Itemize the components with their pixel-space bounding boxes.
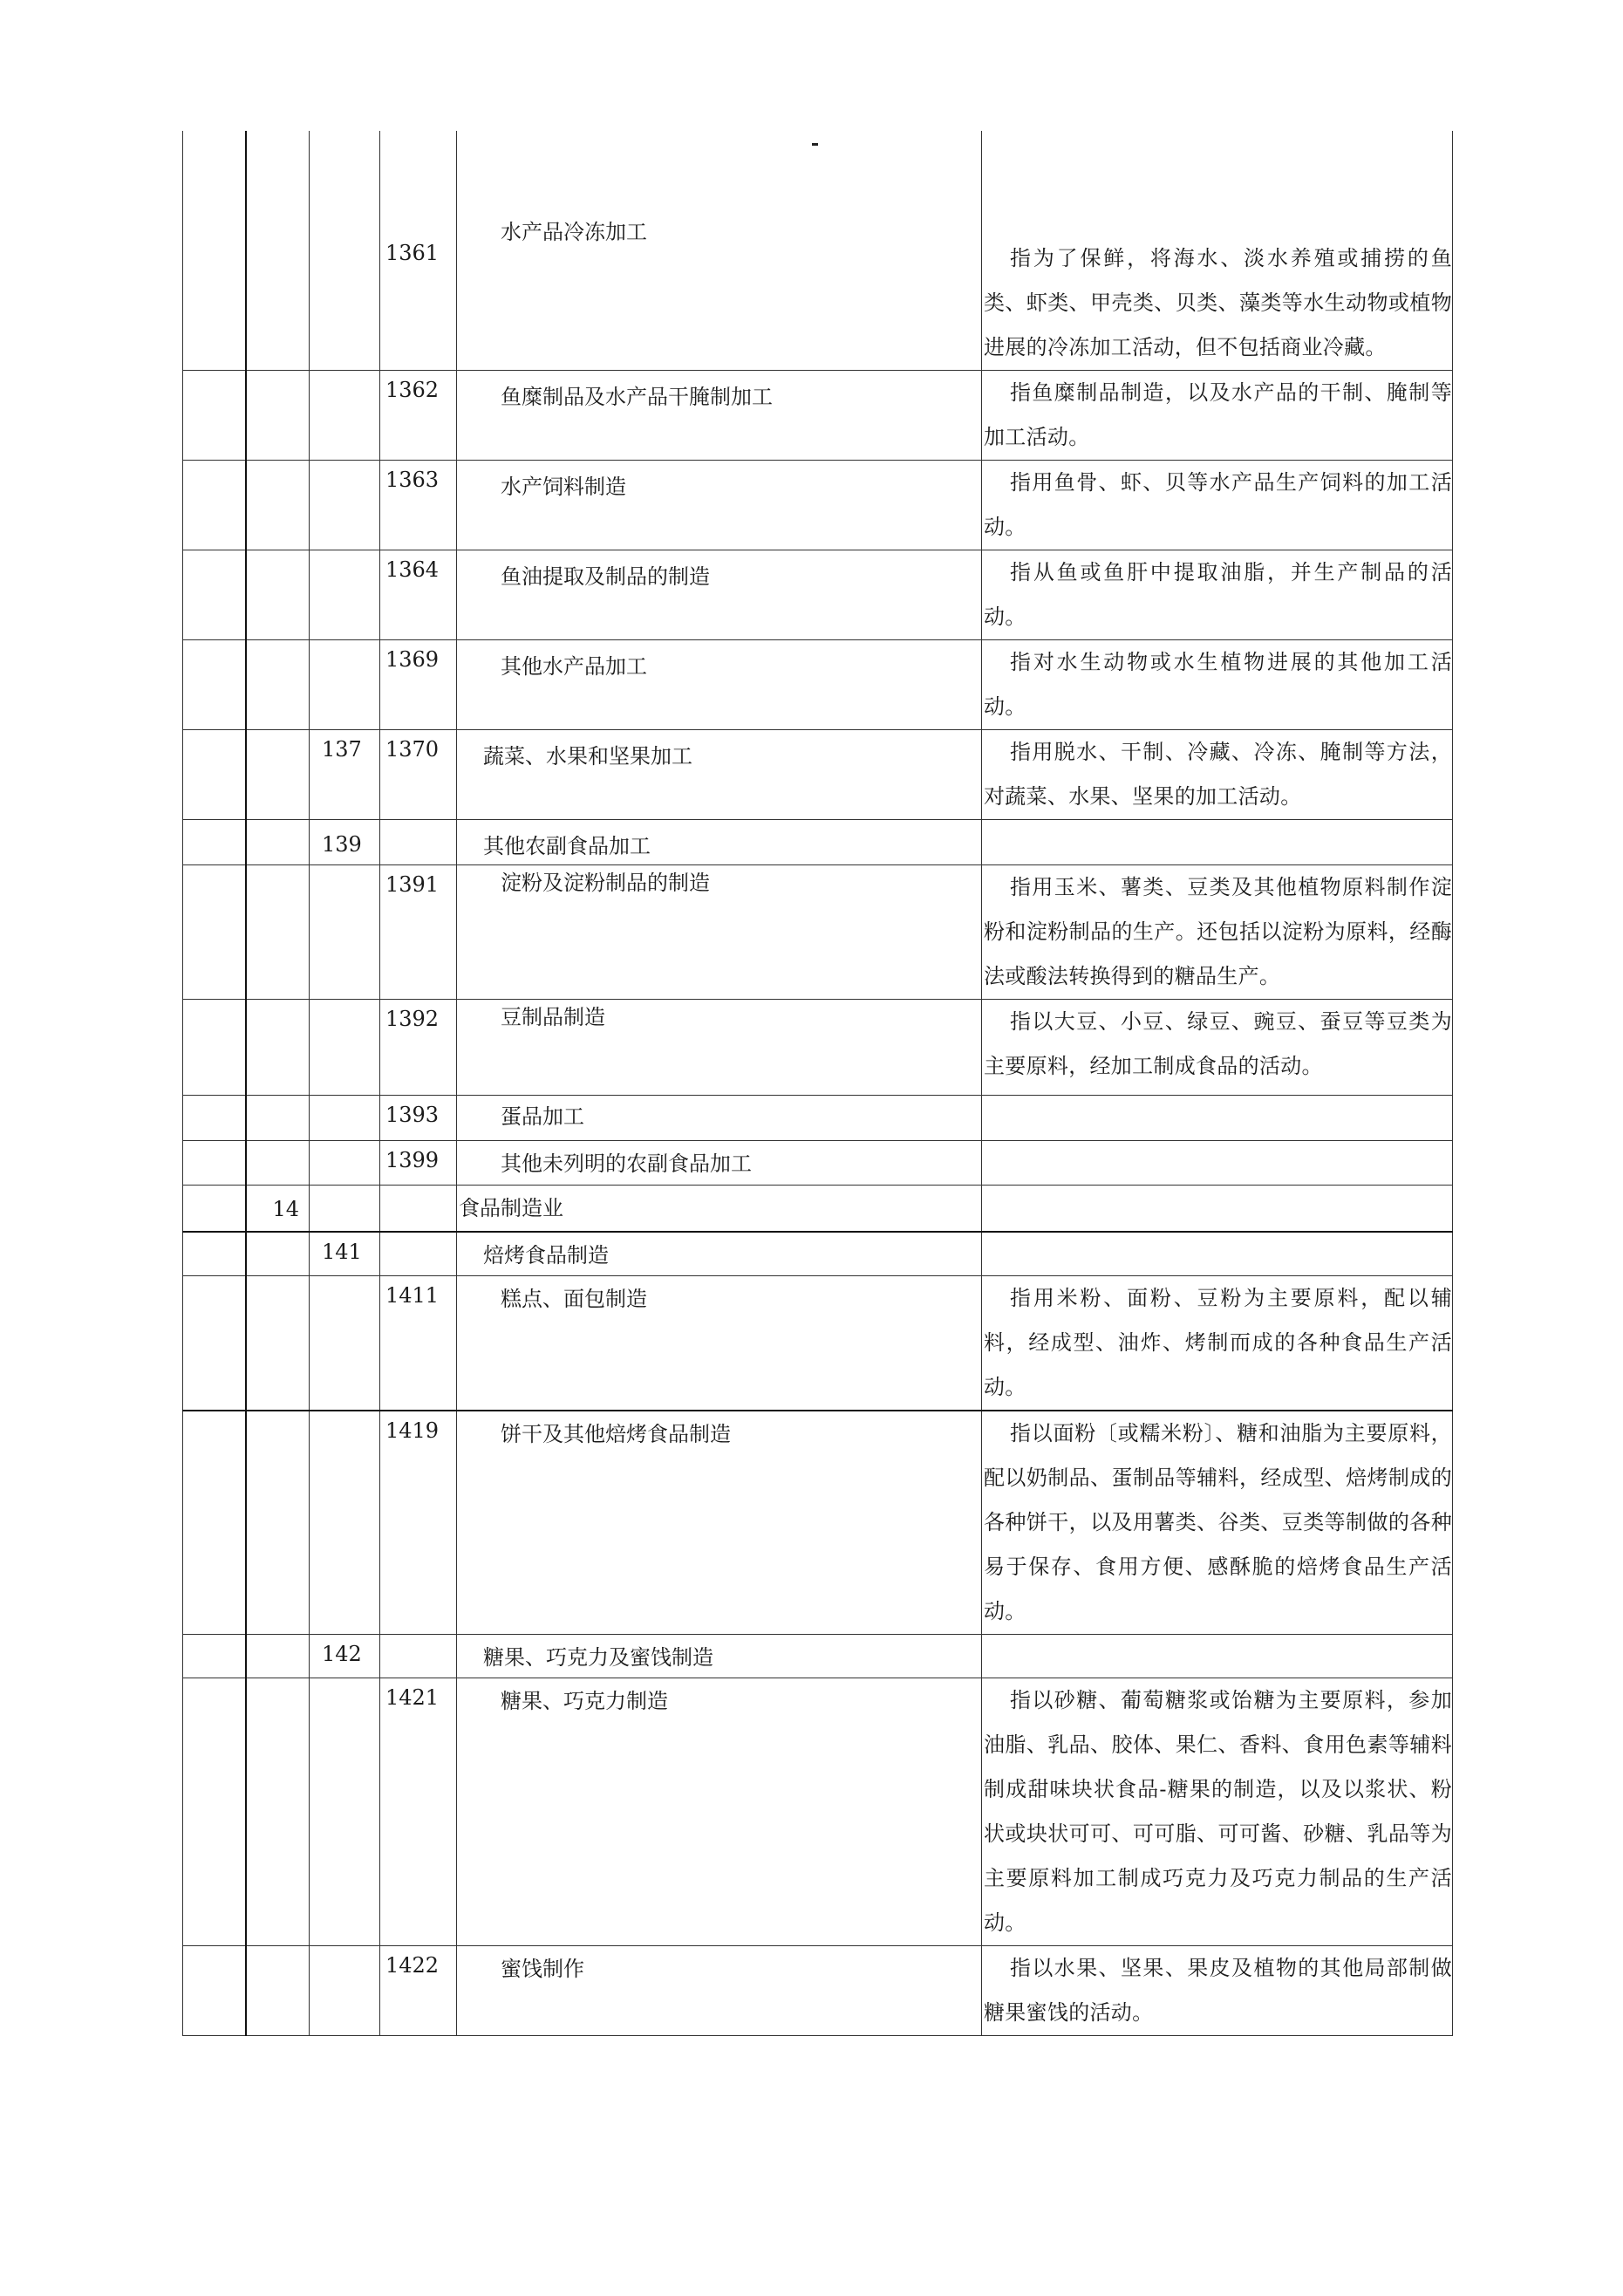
class-code: 1369 (385, 647, 440, 672)
table-row (183, 371, 1453, 461)
division-code: 14 (272, 1197, 300, 1221)
description-cell (982, 461, 1453, 550)
name-cell (457, 550, 982, 640)
name-cell (457, 1186, 982, 1233)
category-name: 鱼油提取及制品的制造 (501, 564, 710, 589)
description-cell (982, 730, 1453, 820)
section-cell (183, 1186, 246, 1233)
section-cell (183, 1678, 246, 1945)
section-cell (183, 371, 246, 461)
name-cell (457, 1232, 982, 1275)
name-cell (457, 820, 982, 865)
table-row (183, 1232, 1453, 1275)
class-code-cell (380, 1411, 457, 1635)
name-cell (457, 865, 982, 1000)
group-cell (310, 1411, 380, 1635)
category-description: 指以水果、坚果、果皮及植物的其他局部制做糖果蜜饯的活动。 (984, 1955, 1452, 2025)
table-row (183, 820, 1453, 865)
category-description: 指对水生动物或水生植物进展的其他加工活动。 (984, 650, 1452, 719)
category-name: 糕点、面包制造 (501, 1286, 647, 1311)
name-cell (457, 131, 982, 371)
group-code (310, 1000, 379, 1001)
section-cell (183, 461, 246, 550)
category-name: 糖果、巧克力及蜜饯制造 (483, 1644, 713, 1670)
table-row (183, 550, 1453, 640)
category-description: 指用鱼骨、虾、贝等水产品生产饲料的加工活动。 (984, 470, 1452, 539)
group-cell (310, 461, 380, 550)
name-cell (457, 1000, 982, 1096)
division-cell (246, 1275, 310, 1411)
group-code (310, 1678, 379, 1680)
category-name: 蜜饯制作 (501, 1956, 584, 1981)
group-cell (310, 1634, 380, 1678)
description-cell (982, 550, 1453, 640)
section-cell (183, 1411, 246, 1635)
group-cell (310, 730, 380, 820)
class-code-cell (380, 865, 457, 1000)
section-cell (183, 1232, 246, 1275)
group-code (310, 1096, 379, 1097)
section-cell (183, 550, 246, 640)
division-cell (246, 1096, 310, 1141)
section-cell (183, 1634, 246, 1678)
division-cell (246, 131, 310, 371)
division-cell (246, 461, 310, 550)
section-cell (183, 1000, 246, 1096)
category-name: 水产品冷冻加工 (501, 220, 647, 244)
section-cell (183, 865, 246, 1000)
division-cell (246, 1945, 310, 2035)
class-code: 1364 (385, 557, 440, 582)
table-row (183, 1634, 1453, 1678)
group-cell (310, 1186, 380, 1233)
group-cell (310, 1000, 380, 1096)
section-cell (183, 640, 246, 730)
section-cell (183, 131, 246, 371)
category-description: 指以砂糖、葡萄糖浆或饴糖为主要原料，参加油脂、乳品、胶体、果仁、香料、食用色素等辅料制成甜味块状食品-糖果的制造，以及以浆状、粉状或块状可可、可可脂、可可酱、砂糖、乳品等为主要原料加工制成巧克力及巧克力制品的生产活动。 (984, 1687, 1452, 1935)
group-cell (310, 1945, 380, 2035)
description-cell (982, 371, 1453, 461)
group-code: 139 (322, 832, 362, 857)
group-code: 141 (322, 1240, 362, 1264)
division-cell (246, 1141, 310, 1186)
category-name: 豆制品制造 (501, 1005, 605, 1029)
class-code-cell (380, 1096, 457, 1141)
name-cell (457, 461, 982, 550)
group-code: 142 (322, 1641, 362, 1666)
description-cell (982, 1945, 1453, 2035)
group-code: 137 (322, 737, 362, 762)
category-name: 鱼糜制品及水产品干腌制加工 (501, 385, 773, 409)
name-cell (457, 1411, 982, 1635)
division-cell (246, 820, 310, 865)
table-row (183, 1186, 1453, 1233)
category-name: 蔬菜、水果和坚果加工 (483, 744, 692, 769)
description-cell (982, 1678, 1453, 1945)
group-code (310, 1186, 379, 1187)
section-cell (183, 730, 246, 820)
table-row (183, 1000, 1453, 1096)
class-code-cell (380, 1678, 457, 1945)
class-code: 1362 (385, 378, 440, 402)
group-code (310, 1946, 379, 1948)
class-code (380, 820, 456, 822)
group-code (310, 461, 379, 462)
group-cell (310, 550, 380, 640)
class-code: 1411 (385, 1282, 440, 1308)
category-name: 水产饲料制造 (501, 475, 626, 499)
class-code: 1391 (385, 872, 440, 897)
class-code-cell (380, 1232, 457, 1275)
group-cell (310, 131, 380, 371)
name-cell (457, 371, 982, 461)
name-cell (457, 1141, 982, 1186)
class-code-cell (380, 1275, 457, 1411)
group-code (310, 131, 379, 133)
description-cell (982, 131, 1453, 371)
description-cell (982, 1634, 1453, 1678)
category-name: 其他水产品加工 (501, 654, 647, 679)
class-code-cell (380, 1634, 457, 1678)
category-name: 焙烤食品制造 (483, 1243, 609, 1268)
group-cell (310, 371, 380, 461)
group-code (310, 1276, 379, 1278)
category-description: 指为了保鲜，将海水、淡水养殖或捕捞的鱼类、虾类、甲壳类、贝类、藻类等水生动物或植物进展的冷冻加工活动，但不包括商业冷藏。 (984, 246, 1452, 359)
group-code (310, 550, 379, 552)
category-description: 指以大豆、小豆、绿豆、豌豆、蚕豆等豆类为主要原料，经加工制成食品的活动。 (984, 1009, 1452, 1078)
table-row (183, 1678, 1453, 1945)
group-cell (310, 865, 380, 1000)
class-code: 1422 (385, 1952, 440, 1978)
description-cell (982, 1232, 1453, 1275)
section-cell (183, 1275, 246, 1411)
description-cell (982, 820, 1453, 865)
name-cell (457, 1945, 982, 2035)
category-name: 饼干及其他焙烤食品制造 (501, 1421, 731, 1446)
description-cell (982, 1000, 1453, 1096)
table-row (183, 1945, 1453, 2035)
division-cell (246, 1678, 310, 1945)
category-description: 指鱼糜制品制造，以及水产品的干制、腌制等加工活动。 (984, 380, 1452, 449)
division-cell (246, 640, 310, 730)
group-cell (310, 1275, 380, 1411)
class-code: 1399 (385, 1148, 440, 1172)
group-cell (310, 1141, 380, 1186)
class-code-cell (380, 1000, 457, 1096)
class-code: 1363 (385, 468, 440, 492)
category-description: 指用脱水、干制、冷藏、冷冻、腌制等方法，对蔬菜、水果、坚果的加工活动。 (984, 740, 1452, 809)
category-description: 指用米粉、面粉、豆粉为主要原料，配以辅料，经成型、油炸、烤制而成的各种食品生产活动。 (984, 1285, 1452, 1399)
description-cell (982, 1411, 1453, 1635)
section-cell (183, 820, 246, 865)
class-code: 1421 (385, 1684, 440, 1710)
category-name: 糖果、巧克力制造 (501, 1688, 668, 1713)
group-code (310, 1411, 379, 1413)
division-cell (246, 1000, 310, 1096)
category-name: 蛋品加工 (501, 1104, 584, 1129)
class-code (380, 1635, 456, 1637)
category-description: 指以面粉〔或糯米粉〕、糖和油脂为主要原料，配以奶制品、蛋制品等辅料，经成型、焙烤制成的各种饼干，以及用薯类、谷类、豆类等制做的各种易于保存、食用方便、感酥脆的焙烤食品生产活动。 (984, 1420, 1452, 1623)
name-cell (457, 1678, 982, 1945)
category-name: 其他农副食品加工 (483, 834, 651, 858)
class-code-cell (380, 1141, 457, 1186)
class-code-cell (380, 1186, 457, 1233)
group-code (310, 640, 379, 642)
class-code: 1370 (385, 737, 440, 762)
name-cell (457, 1096, 982, 1141)
name-cell (457, 640, 982, 730)
group-code (310, 1141, 379, 1143)
class-code: 1393 (385, 1103, 440, 1127)
division-cell (246, 1411, 310, 1635)
section-cell (183, 1945, 246, 2035)
division-cell (246, 1186, 310, 1233)
division-cell (246, 865, 310, 1000)
category-name: 其他未列明的农副食品加工 (501, 1151, 752, 1176)
division-cell (246, 1634, 310, 1678)
group-cell (310, 820, 380, 865)
class-code (380, 1233, 456, 1234)
table-row (183, 640, 1453, 730)
division-cell (246, 1232, 310, 1275)
description-cell (982, 640, 1453, 730)
group-cell (310, 640, 380, 730)
category-description: 指从鱼或鱼肝中提取油脂，并生产制品的活动。 (984, 560, 1452, 629)
class-code (380, 1186, 456, 1187)
description-cell (982, 865, 1453, 1000)
section-cell (183, 1141, 246, 1186)
division-cell (246, 371, 310, 461)
name-cell (457, 1634, 982, 1678)
table-row (183, 1275, 1453, 1411)
table-row (183, 1096, 1453, 1141)
table-row (183, 730, 1453, 820)
division-cell (246, 550, 310, 640)
class-code-cell (380, 640, 457, 730)
division-cell (246, 730, 310, 820)
table-row (183, 461, 1453, 550)
category-description: 指用玉米、薯类、豆类及其他植物原料制作淀粉和淀粉制品的生产。还包括以淀粉为原料，经酶法或酸法转换得到的糖品生产。 (984, 875, 1452, 988)
class-code: 1419 (385, 1418, 440, 1443)
group-code (310, 865, 379, 867)
table-row (183, 1141, 1453, 1186)
table-row (183, 865, 1453, 1000)
industry-classification-table (182, 131, 1453, 2036)
group-cell (310, 1096, 380, 1141)
category-name: 淀粉及淀粉制品的制造 (501, 871, 710, 895)
description-cell (982, 1141, 1453, 1186)
class-code-cell (380, 730, 457, 820)
name-cell (457, 1275, 982, 1411)
class-code-cell (380, 131, 457, 371)
section-cell (183, 1096, 246, 1141)
class-code-cell (380, 1945, 457, 2035)
group-cell (310, 1678, 380, 1945)
category-name: 食品制造业 (459, 1196, 563, 1220)
class-code: 1361 (385, 241, 440, 265)
class-code: 1392 (385, 1007, 440, 1031)
group-cell (310, 1232, 380, 1275)
class-code-cell (380, 371, 457, 461)
description-cell (982, 1096, 1453, 1141)
table-row (183, 131, 1453, 371)
class-code-cell (380, 820, 457, 865)
table-row (183, 1411, 1453, 1635)
name-cell (457, 730, 982, 820)
class-code-cell (380, 550, 457, 640)
description-cell (982, 1186, 1453, 1233)
class-code-cell (380, 461, 457, 550)
description-cell (982, 1275, 1453, 1411)
group-code (310, 371, 379, 372)
